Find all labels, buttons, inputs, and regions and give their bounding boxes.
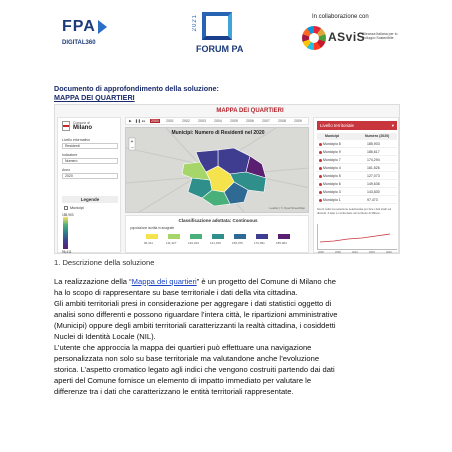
city-prefix: Comune di: [73, 121, 90, 125]
data-panel: [313, 117, 399, 253]
info-level-select[interactable]: Residenti: [62, 143, 118, 149]
year-button[interactable]: 2005: [230, 119, 238, 123]
row-bullet-icon: [319, 143, 322, 146]
trend-chart: [317, 224, 397, 254]
paragraph-line: Gli ambiti territoriali presi in considerazione per aggregare i dati statistici oggetto di: [54, 299, 332, 308]
field-label-year: Anno: [62, 168, 71, 172]
row-name: Municipio 4: [323, 166, 341, 170]
legend-min-value: 96,411: [62, 250, 72, 254]
municipi-map[interactable]: [126, 128, 309, 213]
color-class-swatch: [190, 234, 202, 239]
color-class-swatch: [234, 234, 246, 239]
paragraph-line: ha lo scopo di rappresentare su base territoriale i dati della vita cittadina.: [54, 288, 298, 297]
year-button[interactable]: 2001: [166, 119, 174, 123]
legend-max-value: 185,903: [62, 213, 74, 217]
color-class-swatch: [212, 234, 224, 239]
milano-logo: [62, 121, 118, 133]
class-value: 126,243: [188, 241, 199, 245]
panel-note: Scorri sulla tua selezione selezionata per fare i dati totali sui distretti. Il dato è confrontato nel territorio di Milano.: [317, 207, 392, 215]
class-value: 111,327: [166, 241, 177, 245]
page-header: [0, 0, 452, 62]
row-bullet-icon: [319, 151, 322, 154]
forum-year: 2021: [192, 14, 198, 32]
year-button[interactable]: 2003: [198, 119, 206, 123]
table-row[interactable]: [317, 157, 397, 164]
color-class-swatch: [278, 234, 290, 239]
sdg-wheel-icon: [302, 26, 326, 50]
field-label-indicator: Indicatore: [62, 153, 78, 157]
legend-item-label: Municipi: [70, 206, 84, 210]
app-title: MAPPA DEI QUARTIERI: [216, 108, 284, 114]
chart-tick: 2005: [335, 251, 341, 254]
city-name: Milano: [73, 125, 92, 131]
fpa-logo-subtitle: DIGITAL360: [62, 40, 96, 46]
row-value: 149,636: [367, 182, 380, 186]
section-heading: 1. Descrizione della soluzione: [54, 258, 155, 267]
territorial-level-button[interactable]: [317, 121, 397, 130]
table-row[interactable]: [317, 165, 397, 172]
year-timeline: [125, 117, 309, 125]
chart-tick: 2010: [352, 251, 358, 254]
document-subtitle: MAPPA DEI QUARTIERI: [54, 93, 135, 102]
year-button[interactable]: 2006: [246, 119, 254, 123]
document-title: Documento di approfondimento della soluzione:: [54, 84, 219, 93]
map-attribution[interactable]: Leaflet | © OpenStreetMap: [269, 206, 305, 210]
collaboration-text: In collaborazione con: [312, 14, 369, 20]
row-value: 127,073: [367, 174, 380, 178]
legend-item-municipi[interactable]: [64, 206, 84, 210]
class-value: 170,991: [254, 241, 265, 245]
table-header: [317, 133, 397, 140]
app-screenshot: [54, 104, 400, 254]
zoom-out-icon[interactable]: −: [131, 145, 134, 151]
row-bullet-icon: [319, 183, 322, 186]
row-value: 185,903: [367, 142, 380, 146]
legend-gradient: [63, 217, 68, 249]
row-bullet-icon: [319, 199, 322, 202]
field-label-info-level: Livello informativo: [62, 138, 91, 142]
color-class-swatch: [256, 234, 268, 239]
filters-panel: [57, 117, 121, 253]
trend-line-svg: [318, 224, 398, 250]
row-value: 97,473: [367, 198, 378, 202]
paragraph-line: storica. L’aspetto cromatico legato agli indici che vengono costruiti partendo dai dati: [54, 365, 335, 374]
row-name: Municipio 8: [323, 142, 341, 146]
map-panel[interactable]: [125, 127, 309, 213]
paragraph-line: analisi sono differenti e possono riguardare l’intera città, le ripartizioni amministrative: [54, 310, 338, 319]
row-bullet-icon: [319, 159, 322, 162]
text-run: ” è un progetto del Comune di Milano che: [196, 277, 336, 286]
table-row[interactable]: [317, 149, 397, 156]
mappa-quartieri-link[interactable]: Mappa dei quartieri: [131, 277, 197, 286]
map-caption: Municipi: Numero di Residenti nel 2020: [171, 130, 265, 136]
table-row[interactable]: [317, 181, 397, 188]
play-icon[interactable]: ▶: [129, 119, 132, 123]
asvis-description: Alleanza Italiana per lo Sviluppo Sostenibile: [362, 32, 398, 40]
class-value: 141,159: [210, 241, 221, 245]
text-run: La realizzazione della “: [54, 277, 132, 286]
chart-tick: 2015: [369, 251, 375, 254]
table-row[interactable]: [317, 141, 397, 148]
row-bullet-icon: [319, 191, 322, 194]
asvis-logo: [302, 26, 402, 52]
paragraph-line: L’utente che approccia la mappa dei quartieri può effettuare una navigazione: [54, 343, 312, 352]
row-name: Municipio 9: [323, 150, 341, 154]
milano-shield-icon: [62, 121, 70, 131]
forum-square-icon: [202, 12, 232, 40]
row-name: Municipio 7: [323, 158, 341, 162]
year-button[interactable]: 2004: [214, 119, 222, 123]
row-value: 174,294: [367, 158, 380, 162]
fpa-arrow-icon: [98, 20, 107, 34]
territorial-level-label: Livello territoriale: [320, 123, 355, 128]
column-header-municipi[interactable]: Municipi: [325, 134, 340, 138]
paragraph-line: differenze tra i dati che caratterizzano le entità territoriali rappresentate.: [54, 387, 294, 396]
year-button[interactable]: 2000: [151, 119, 159, 123]
pause-icon[interactable]: ❚❚: [135, 119, 141, 123]
classification-title: Classificazione adottata: Continuous: [178, 218, 258, 223]
fpa-logo-text: FPA: [62, 18, 96, 35]
legend-title: Legende: [62, 196, 118, 203]
row-bullet-icon: [319, 167, 322, 170]
forum-pa-logo: [192, 12, 244, 58]
row-name: Municipio 5: [323, 174, 341, 178]
step-icon[interactable]: ▸▸: [142, 119, 146, 123]
zoom-in-icon[interactable]: +: [130, 139, 134, 145]
year-button[interactable]: 2002: [182, 119, 190, 123]
row-name: Municipio 6: [323, 182, 341, 186]
color-class-swatch: [168, 234, 180, 239]
column-header-numero[interactable]: Numero (2020): [365, 134, 390, 138]
table-row[interactable]: [317, 197, 397, 204]
paragraph-line: [54, 276, 406, 287]
row-bullet-icon: [319, 175, 322, 178]
row-value: 186,617: [367, 150, 380, 154]
classification-panel: [125, 215, 309, 253]
year-select[interactable]: 2020: [62, 173, 118, 179]
chart-tick: 2020: [386, 251, 392, 254]
year-button[interactable]: 2008: [278, 119, 286, 123]
checkbox-icon[interactable]: [64, 206, 68, 210]
paragraph-line: Nuclei di Identità Locale (NIL).: [54, 332, 156, 341]
classification-subtitle: popolazione iscritta in anagrafe: [130, 226, 175, 230]
year-button[interactable]: 2007: [262, 119, 270, 123]
row-name: Municipio 3: [323, 190, 341, 194]
forum-label: FORUM PA: [196, 44, 244, 54]
table-row[interactable]: [317, 173, 397, 180]
chevron-down-icon: ▾: [391, 123, 394, 128]
row-value: 161,526: [367, 166, 380, 170]
row-name: Municipio 1: [323, 198, 341, 202]
row-value: 143,830: [367, 190, 380, 194]
class-value: 185,903: [276, 241, 287, 245]
year-button[interactable]: 2009: [294, 119, 302, 123]
paragraph-line: aperti del Comune fornisce un elemento di impatto immediato per valutare le: [54, 376, 312, 385]
paragraph-line: (Municipi) oppure degli ambiti territoriali caratterizzanti la realtà cittadina, i cosiddetti: [54, 321, 336, 330]
class-value: 156,075: [232, 241, 243, 245]
table-row[interactable]: [317, 189, 397, 196]
chart-tick: 2000: [318, 251, 324, 254]
color-class-swatch: [146, 234, 158, 239]
trend-line: [320, 234, 390, 242]
paragraph-line: personalizzata non solo su base territoriale ma valutandone anche l’evoluzione: [54, 354, 320, 363]
asvis-name: ASviS: [328, 30, 366, 44]
fpa-logo: [62, 18, 124, 54]
class-value: 96,411: [144, 241, 153, 245]
indicator-select[interactable]: Numero: [62, 158, 118, 164]
